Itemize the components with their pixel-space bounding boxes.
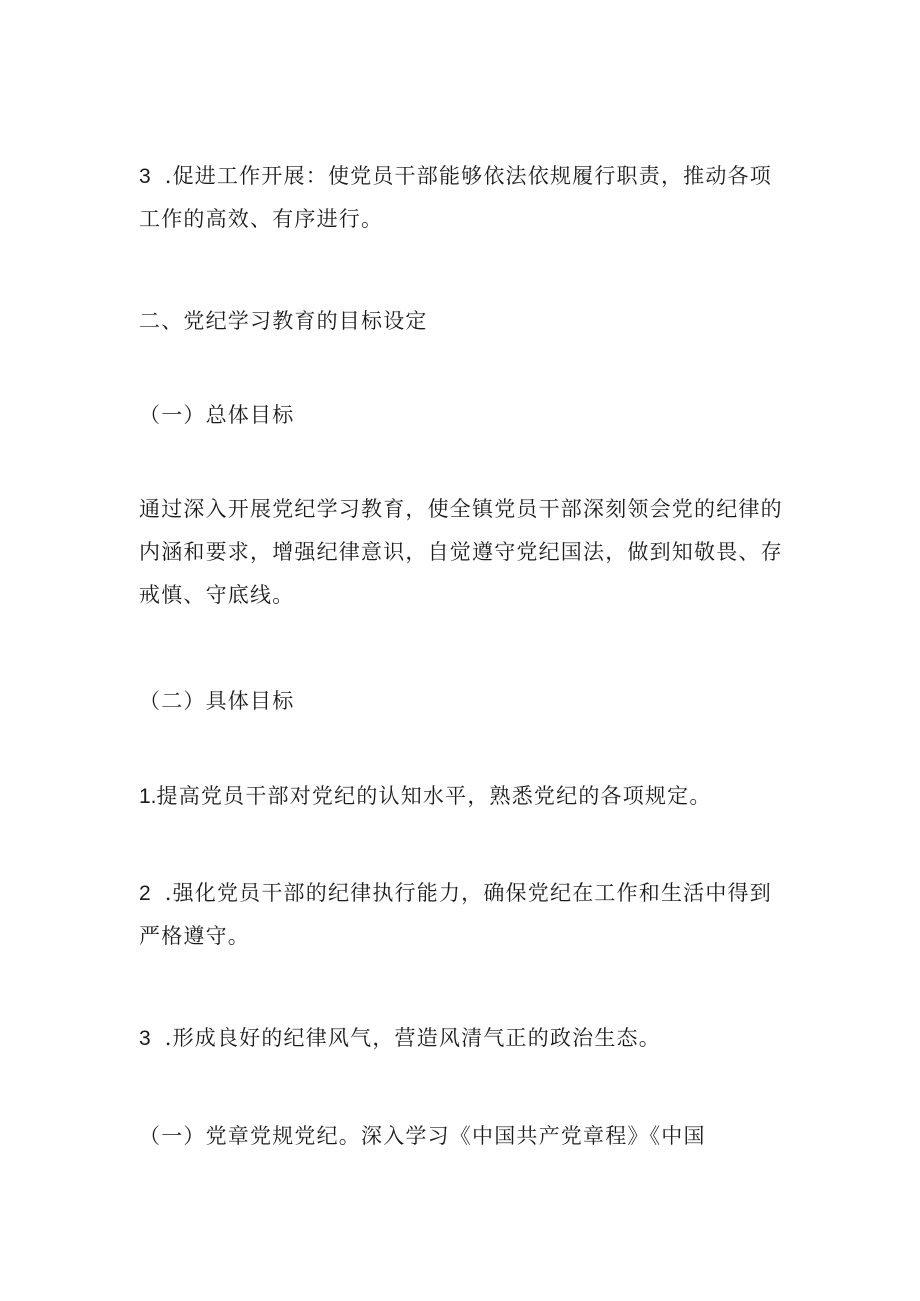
paragraph-goal-2: [139, 872, 789, 958]
paragraph-text: .强化党员干部的纪律执行能力，确保党纪在工作和生活中得到严格遵守。: [139, 881, 772, 948]
paragraph-text: 通过深入开展党纪学习教育，使全镇党员干部深刻领会党的纪律的内涵和要求，增强纪律意识，自觉遵守党纪国法，做到知敬畏、存戒慎、守底线。: [139, 497, 783, 607]
list-number: 3: [139, 1027, 151, 1050]
list-number: 1.: [139, 785, 157, 808]
paragraph-text: （一）党章党规党纪。深入学习《中国共产党章程》《中国: [139, 1124, 706, 1148]
paragraph-work-progress: [139, 155, 789, 241]
paragraph-overall-goal: [139, 488, 789, 617]
paragraph-goal-1: [139, 775, 789, 818]
list-number: 2: [139, 882, 151, 905]
subsection-heading-overall: [139, 394, 789, 437]
paragraph-text: .促进工作开展：使党员干部能够依法依规履行职责，推动各项工作的高效、有序进行。: [139, 164, 772, 231]
paragraph-party-constitution: [139, 1115, 789, 1158]
paragraph-text: 提高党员干部对党纪的认知水平，熟悉党纪的各项规定。: [156, 784, 712, 808]
section-heading: [139, 300, 789, 343]
paragraph-goal-3: [139, 1017, 789, 1060]
heading-text: 二、党纪学习教育的目标设定: [139, 309, 428, 333]
list-number: 3: [139, 165, 151, 188]
subsection-heading-specific: [139, 680, 789, 723]
heading-text: （一）总体目标: [139, 403, 295, 427]
paragraph-text: .形成良好的纪律风气，营造风清气正的政治生态。: [164, 1026, 661, 1050]
heading-text: （二）具体目标: [139, 689, 295, 713]
